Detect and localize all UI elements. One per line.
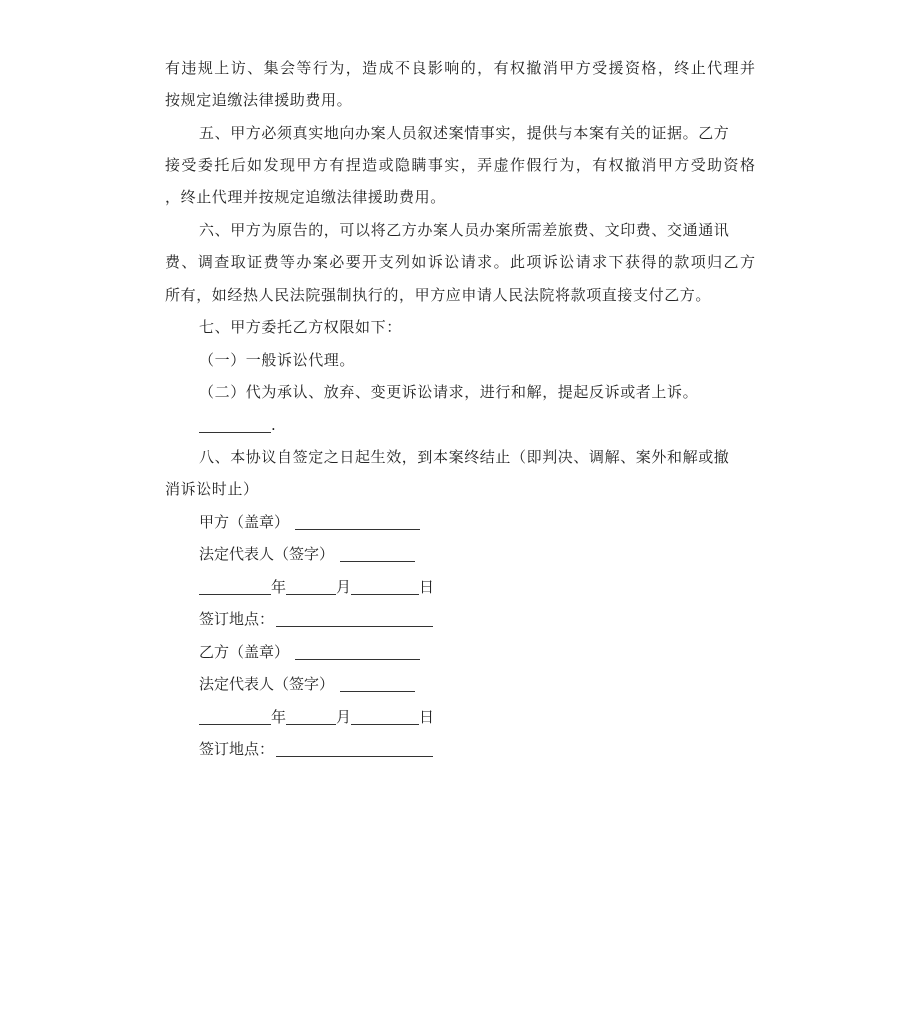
- party-b-year-label: 年: [271, 708, 287, 726]
- party-a-year-blank: [199, 579, 271, 595]
- section-eight-line: 八、本协议自签定之日起生效，到本案终结止（即判决、调解、案外和解或撤: [199, 448, 730, 466]
- party-b-seal-row: [199, 642, 420, 662]
- party-a-year-label: 年: [271, 578, 287, 596]
- party-b-date-row: [199, 707, 434, 727]
- party-a-place-label: 签订地点：: [199, 610, 275, 628]
- party-a-place-blank: [276, 611, 433, 627]
- party-b-rep-row: [199, 674, 415, 694]
- party-a-seal-blank: [295, 514, 420, 530]
- authority-item-1: （一）一般诉讼代理。: [199, 351, 356, 369]
- paragraph-line: 消诉讼时止）: [165, 480, 259, 498]
- section-seven-heading: 七、甲方委托乙方权限如下：: [199, 318, 402, 336]
- party-b-day-blank: [351, 709, 419, 725]
- paragraph-line: 所有，如经热人民法院强制执行的，甲方应申请人民法院将款项直接支付乙方。: [165, 286, 712, 304]
- party-b-seal-label: 乙方（盖章）: [199, 643, 290, 661]
- paragraph-line: 费、调查取证费等办案必要开支列如诉讼请求。此项诉讼请求下获得的款项归乙方: [165, 253, 755, 271]
- party-a-place-row: [199, 609, 433, 629]
- paragraph-line: 有违规上访、集会等行为，造成不良影响的，有权撤消甲方受援资格，终止代理并: [165, 59, 755, 77]
- party-b-day-label: 日: [419, 708, 435, 726]
- party-a-day-blank: [351, 579, 419, 595]
- party-a-rep-row: [199, 544, 415, 564]
- party-a-rep-blank: [340, 546, 415, 562]
- paragraph-line: 按规定追缴法律援助费用。: [165, 91, 353, 109]
- blank-trailing-dot: .: [271, 416, 276, 434]
- party-b-place-row: [199, 739, 433, 759]
- blank-line-row: [199, 415, 276, 435]
- party-b-seal-blank: [295, 644, 420, 660]
- authority-item-2: （二）代为承认、放弃、变更诉讼请求，进行和解，提起反诉或者上诉。: [199, 383, 699, 401]
- party-b-place-label: 签订地点：: [199, 740, 275, 758]
- paragraph-line: 接受委托后如发现甲方有捏造或隐瞒事实，弄虚作假行为，有权撤消甲方受助资格: [165, 156, 755, 174]
- party-a-date-row: [199, 577, 434, 597]
- party-b-year-blank: [199, 709, 271, 725]
- party-a-rep-label: 法定代表人（签字）: [199, 545, 335, 563]
- party-a-month-blank: [286, 579, 336, 595]
- party-a-month-label: 月: [336, 578, 352, 596]
- paragraph-line: ，终止代理并按规定追缴法律援助费用。: [165, 188, 446, 206]
- party-a-seal-label: 甲方（盖章）: [199, 513, 290, 531]
- blank-underline: [199, 417, 271, 433]
- party-a-day-label: 日: [419, 578, 435, 596]
- section-six-line: 六、甲方为原告的，可以将乙方办案人员办案所需差旅费、文印费、交通通讯: [199, 221, 730, 239]
- party-b-rep-label: 法定代表人（签字）: [199, 675, 335, 693]
- party-b-month-label: 月: [336, 708, 352, 726]
- section-five-line: 五、甲方必须真实地向办案人员叙述案情事实，提供与本案有关的证据。乙方: [199, 124, 730, 142]
- party-b-rep-blank: [340, 676, 415, 692]
- party-b-place-blank: [276, 741, 433, 757]
- party-b-month-blank: [286, 709, 336, 725]
- party-a-seal-row: [199, 512, 420, 532]
